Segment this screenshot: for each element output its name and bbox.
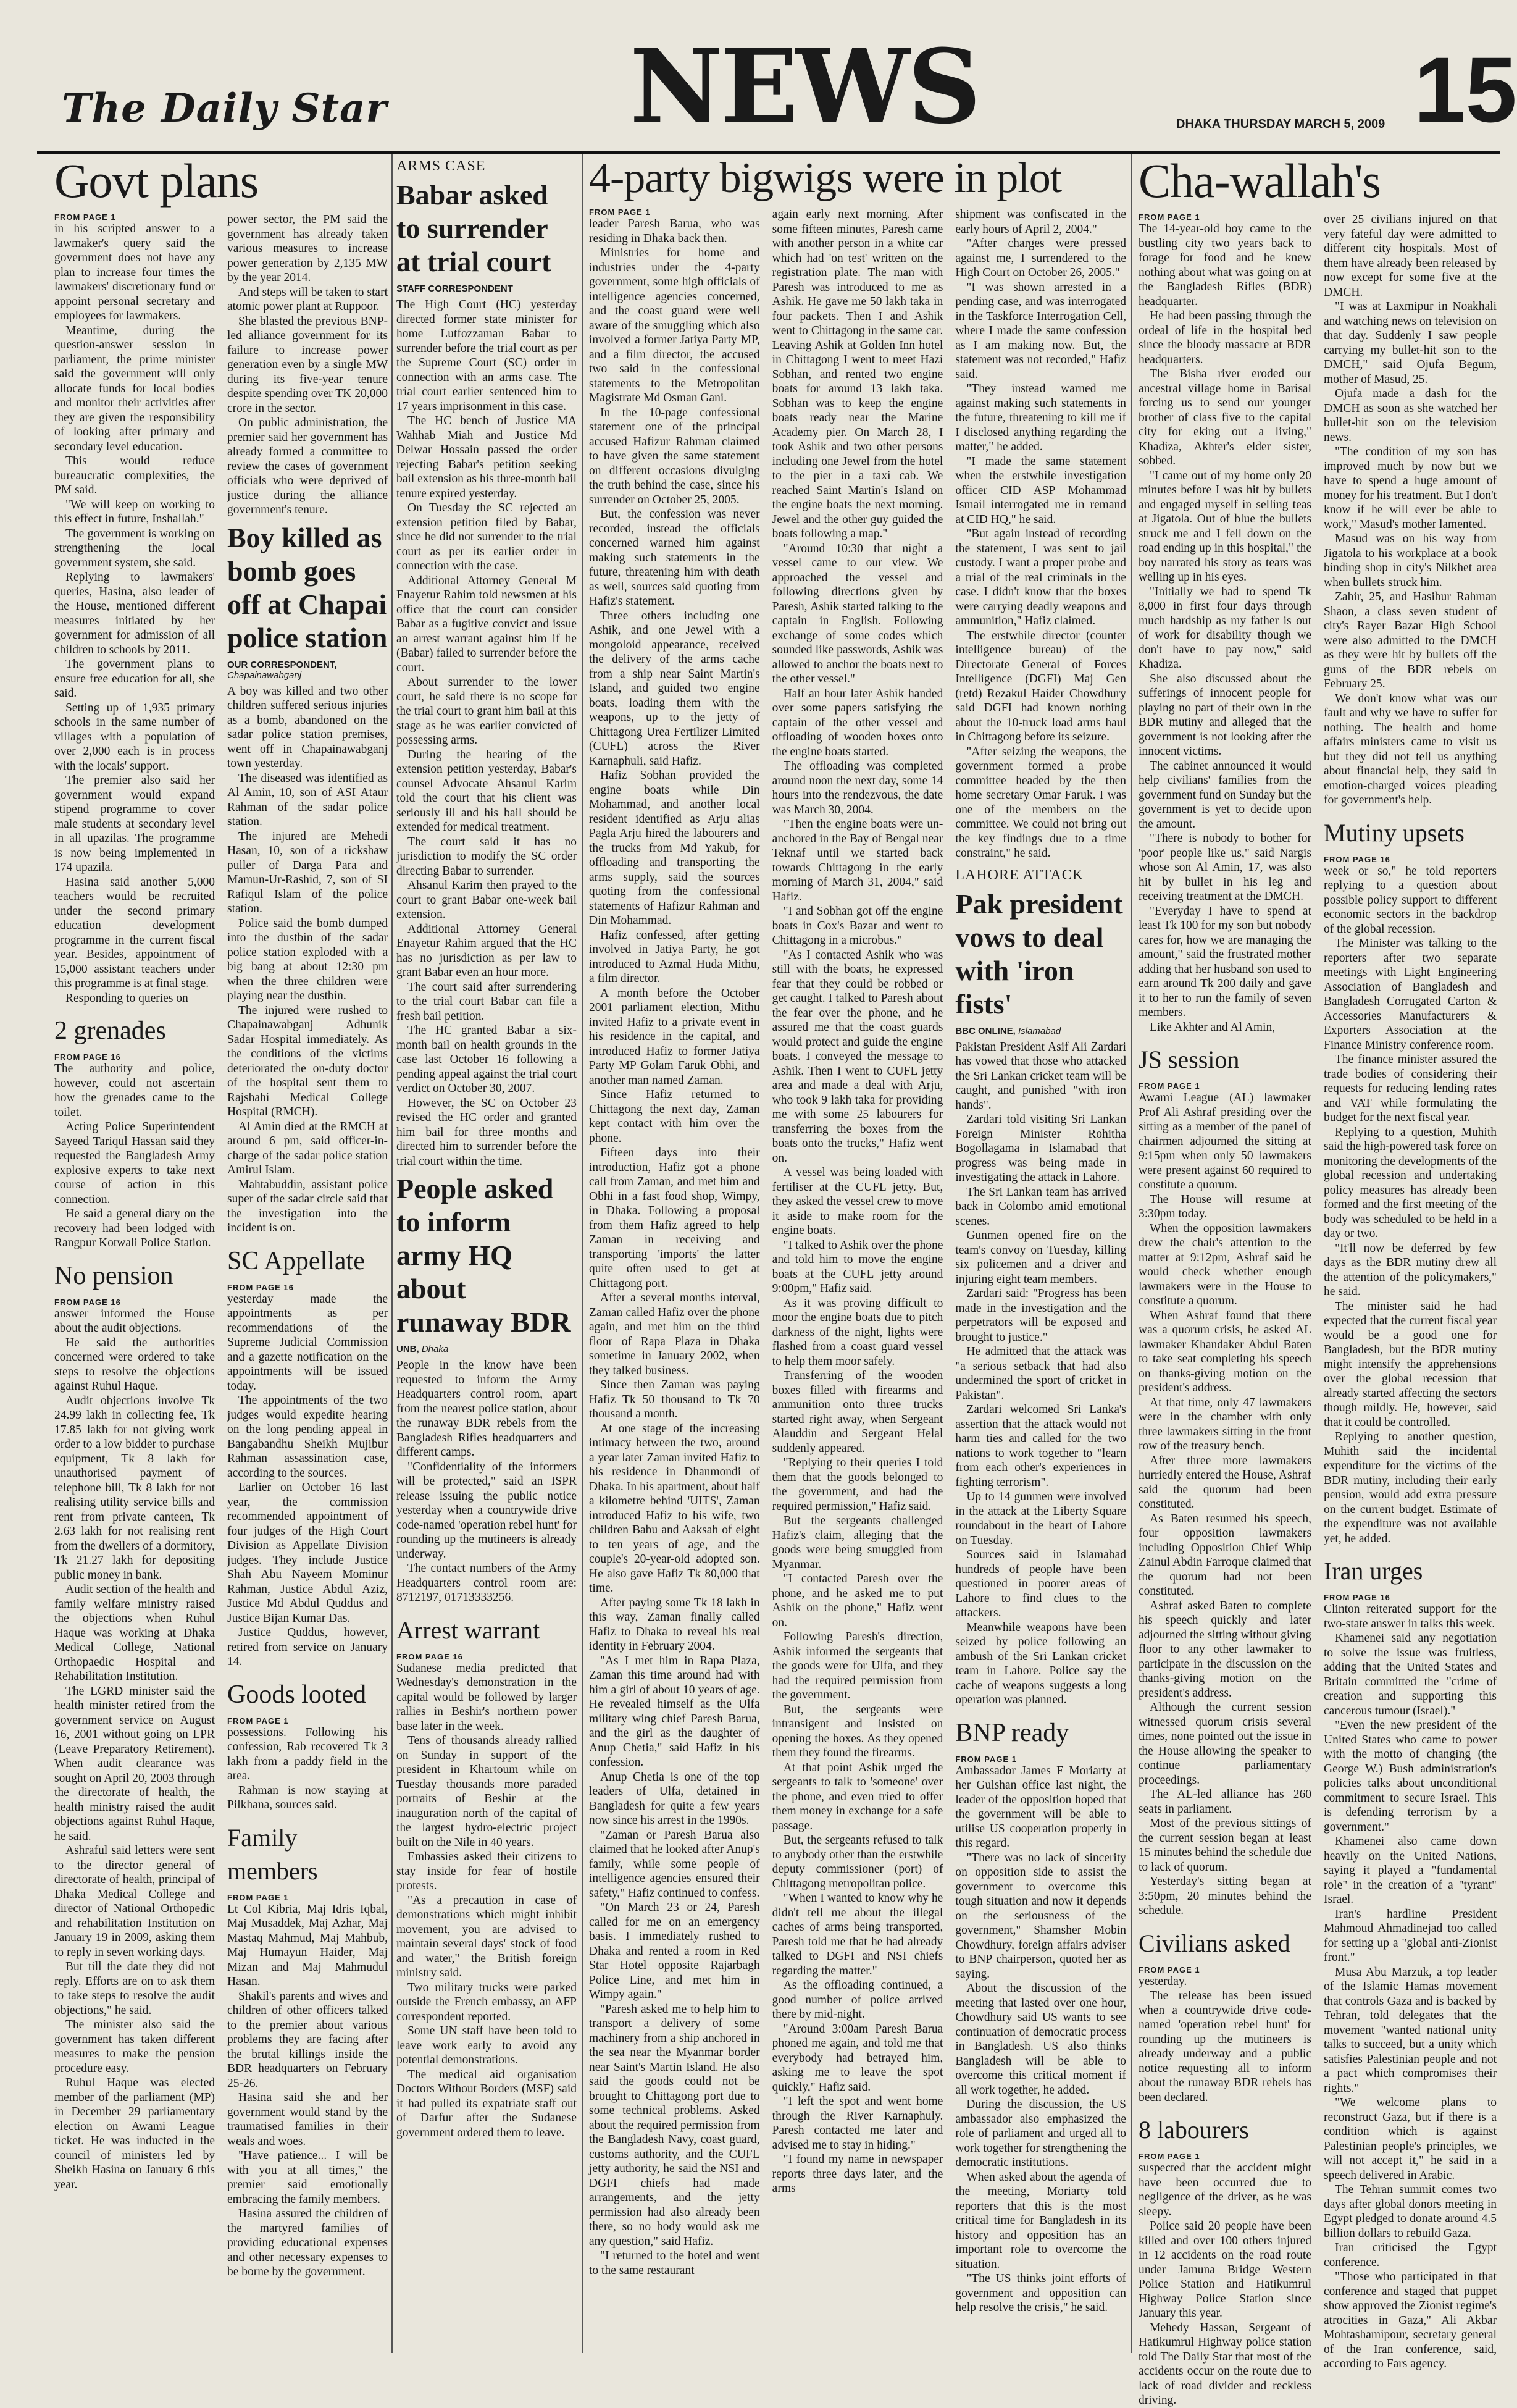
cha-wallah-col-b	[1324, 212, 1497, 2408]
article-body	[1139, 1091, 1311, 1918]
article-paragraph: And steps will be taken to start atomic power plant at Ruppoor.	[227, 285, 388, 313]
article-paragraph: Most of the previous sittings of the current session began at least 15 minutes behind the schedule due to lack of quorum.	[1139, 1817, 1311, 1874]
article-paragraph: "Have patience... I will be with you at all times," the premier said emotionally embracing the family members.	[227, 2149, 388, 2206]
article-paragraph: He said the authorities concerned were ordered to take steps to resolve the objections against Ruhul Haque.	[54, 1336, 215, 1393]
byline: UNB, Dhaka	[396, 1344, 449, 1354]
article-body	[54, 1062, 215, 1251]
article-paragraph: Zardari told visiting Sri Lankan Foreign Minister Rohitha Bogollagama in Islamabad that progress was being made in investigating the attack in Lahore.	[955, 1113, 1127, 1184]
article-paragraph: The contact numbers of the Army Headquarters control room are: 8712197, 01713333256.	[396, 1562, 577, 1604]
article-paragraph: Hasina assured the children of the martyred families of providing educational expenses and other necessary expenses to be borne by the government.	[227, 2207, 388, 2278]
article-paragraph: Ambassador James F Moriarty at her Gulshan office last night, the leader of the opposition hoped that the government will be able to utilise US cooperation properly in this regard.	[955, 1764, 1127, 1850]
article-paragraph: "I contacted Paresh over the phone, and he asked me to put Ashik on the phone," Hafiz went on.	[772, 1572, 943, 1629]
cha-wallah-article	[1139, 212, 1497, 2408]
article-paragraph: The erstwhile director (counter intelligence bureau) of the Directorate General of Forces Intelligence (DGFI) Maj Gen (retd) Rezakul Haider Chowdhury said DGFI had known nothing about the 10-truck load arms haul in Chittagong before its seizure.	[955, 629, 1127, 744]
article-paragraph: The 14-year-old boy came to the bustling city two years back to forage for food and he knew nothing about what was going on at the Bangladesh Rifles (BDR) headquarter.	[1139, 222, 1311, 308]
article-paragraph: The premier also said her government would expand stipend programme to cover male students at secondary level in all upazilas. The programme is now being implemented in 174 upazila.	[54, 774, 215, 874]
article-paragraph: The appointments of the two judges would expedite hearing on the long pending appeal in Bangabandhu Sheikh Mujibur Rahman assassination case, according to the sources.	[227, 1394, 388, 1480]
article-paragraph: "Even the new president of the United States who came to power with the motto of changing (the George W.) Bush administration's policies talks about unconditional commitment to secure Israel. This is defending terrorism by a government."	[1324, 1719, 1497, 1834]
article-body	[589, 217, 760, 2278]
article-paragraph: The government is working on strengthening the local government system, she said.	[54, 527, 215, 569]
article-paragraph: Replying to lawmakers' queries, Hasina, also leader of the House, mentioned different measures initiated by her government for admission of all children to schools by 2011.	[54, 571, 215, 657]
article-paragraph: Police said the bomb dumped into the dustbin of the sadar police station exploded with a big bang at about 12:30 pm when the three children were playing near the dustbin.	[227, 917, 388, 1002]
article-paragraph: About surrender to the lower court, he said there is no scope for the trial court to grant him bail at this stage as he was earlier convicted of possessing arms.	[396, 676, 577, 747]
article-paragraph: The injured are Mehedi Hasan, 10, son of a rickshaw puller of Darga Para and Mamun-Ur-Rashid, 7, son of SI Rafiqul Islam of the police station.	[227, 829, 388, 915]
from-page-label: FROM PAGE 16	[227, 1282, 294, 1292]
article-paragraph: shipment was confiscated in the early hours of April 2, 2004."	[955, 208, 1127, 236]
article-paragraph: Awami League (AL) lawmaker Prof Ali Ashraf presiding over the sitting as a member of the panel of chairmen adjourned the sitting at 9:15pm when only 50 lawmakers were present against 60 required to constitute a quorum.	[1139, 1091, 1311, 1191]
article-body	[227, 1726, 388, 1813]
from-page-label: FROM PAGE 16	[54, 1052, 121, 1062]
article-paragraph: The diseased was identified as Al Amin, 10, son of ASI Ataur Rahman of the sadar police station.	[227, 771, 388, 828]
article-paragraph: "After seizing the weapons, the government formed a probe committee headed by the then home secretary Omar Faruk. I was one of the members on the committee. We could not bring out the key findings due to a time constraint," he said.	[955, 745, 1127, 860]
article-paragraph: The court said it has no jurisdiction to modify the SC order directing Babar to surrender.	[396, 835, 577, 878]
byline: STAFF CORRESPONDENT	[396, 283, 513, 294]
article-paragraph: The government plans to ensure free education for all, she said.	[54, 658, 215, 700]
article-paragraph: Police said 20 people have been killed and over 100 others injured in 12 accidents on the road route under Jamuna Bridge Western Police Station and Hatikumrul Highway Police Station since January this year.	[1139, 2220, 1311, 2320]
article-body	[1139, 1974, 1311, 2105]
article-paragraph: Some UN staff have been told to leave work early to avoid any potential demonstrations.	[396, 2024, 577, 2066]
from-page-label: FROM PAGE 1	[1139, 1965, 1200, 1974]
article-paragraph: Embassies asked their citizens to stay inside for fear of hostile protests.	[396, 1850, 577, 1892]
column-rule	[582, 154, 583, 2353]
article-body	[54, 222, 215, 1005]
article-paragraph: Hafiz Sobhan provided the engine boats while Din Mohammad, and another local resident identified as Arju alias Pagla Arju hired the labourers and the trucks from Md Yakub, for offloading and transporting the arms supply, said the sources quoting from the confessional statements of Hafizur Rahman and Din Mohammad.	[589, 769, 760, 927]
byline: OUR CORRESPONDENT, Chapainawabganj	[227, 659, 337, 681]
govt-plans-article	[54, 212, 388, 2280]
article-paragraph: Additional Attorney General M Enayetur Rahim told newsmen at his office that the court can consider Babar as a fugitive convict and issue an arrest warrant against him if he (Babar) failed to surrender before the court.	[396, 574, 577, 674]
article-paragraph: Ojufa made a dash for the DMCH as soon as she watched her bullet-hit son on the television news.	[1324, 387, 1497, 444]
headline-family-members: Family members	[227, 1823, 318, 1885]
article-paragraph: Replying to a question, Muhith said the high-powered task force on monitoring the developments of the global recession and undertaking policy measures has already been formed and the first meeting of the body was scheduled to be held in a day or two.	[1324, 1125, 1497, 1240]
article-paragraph: yesterday made the appointments as per recommendations of the Supreme Judicial Commission and a gazette notification on the appointments will be issued today.	[227, 1292, 388, 1393]
article-paragraph: Gunmen opened fire on the team's convoy on Tuesday, killing six policemen and a driver and injuring eight team members.	[955, 1229, 1127, 1286]
article-paragraph: Ashraful said letters were sent to the director general of directorate of health, principal of Dhaka Medical College and director of National Orthopedic and rehabilitation Institution on January 19 in 2009, asking them to reply in seven working days.	[54, 1844, 215, 1959]
article-paragraph: Zahir, 25, and Hasibur Rahman Shaon, a class seven student of city's Rayer Bazar High School were also admitted to the DMCH as they were hit by bullets off the guns of the BDR rebels on February 25.	[1324, 590, 1497, 690]
article-paragraph: She blasted the previous BNP-led alliance government for its failure to increase power generation even by a single MW during its five-year tenure despite spending over TK 20,000 crore in the sector.	[227, 314, 388, 415]
from-page-label: FROM PAGE 1	[227, 1716, 289, 1726]
govt-plans-col-a	[54, 212, 215, 2280]
article-paragraph: Zardari welcomed Sri Lanka's assertion that the attack would not harm ties and called for the two nations to work together to "learn from each other's experiences in fighting terrorism".	[955, 1403, 1127, 1489]
headline-no-pension: No pension	[54, 1261, 173, 1290]
article-paragraph: The offloading was completed around noon the next day, some 14 hours into the rendezvous, the date was March 30, 2004.	[772, 760, 943, 816]
article-paragraph: The injured were rushed to Chapainawabganj Adhunik Sadar Hospital immediately. As the conditions of the victims deteriorated the on-duty doctor of the hospital sent them to Rajshahi Medical College Hospital (RMCH).	[227, 1004, 388, 1118]
article-paragraph: Three others including one Ashik, and one Jewel with a mongoloid appearance, received the delivery of the arms cache from a ship near Saint Martin's Island, and guided two engine boats, loading them with the weapons, up to the jetty of Chittagong Urea Fertilizer Limited (CUFL) across the River Karnaphuli, said Hafiz.	[589, 609, 760, 768]
govt-plans-col-b	[227, 212, 388, 2280]
from-page-label: FROM PAGE 16	[1324, 854, 1390, 864]
article-body	[227, 1902, 388, 2280]
bigwigs-col-b	[772, 208, 943, 2315]
article-paragraph: The finance minister assured the trade bodies of considering their requests for reducing lending rates and VAT while formulating the budget for the next fiscal year.	[1324, 1053, 1497, 1124]
from-page-label: FROM PAGE 1	[1139, 2152, 1200, 2161]
article-paragraph: In the 10-page confessional statement one of the principal accused Hafizur Rahman claimed to have given the same statement on different occasions divulging the truth behind the case, since his surrender on October 25, 2005.	[589, 406, 760, 506]
dateline: DHAKA THURSDAY MARCH 5, 2009	[1176, 117, 1385, 131]
article-paragraph: Fifteen days into their introduction, Hafiz got a phone call from Zaman, and met him and Obhi in a fast food shop, Wimpy, in Dhaka. Following a proposal from them Hafiz agreed to help Zaman in receiving and transporting 'imports' the latter quite often used to get at Chittagong port.	[589, 1146, 760, 1290]
article-body	[955, 1040, 1126, 1708]
article-paragraph: Acting Police Superintendent Sayeed Tariqul Hassan said they requested the Bangladesh Army explosive experts to take next course of action in this connection.	[54, 1120, 215, 1206]
article-paragraph: The House will resume at 3:30pm today.	[1139, 1193, 1311, 1220]
from-page-label: FROM PAGE 1	[1139, 212, 1200, 222]
headline-sc-appellate: SC Appellate	[227, 1246, 365, 1275]
headline-8-labourers: 8 labourers	[1139, 2116, 1249, 2144]
article-body	[227, 684, 388, 1236]
article-paragraph: Although the current session witnessed quorum crisis several times, none pointed out the issue in the House allowing the speaker to continue parliamentary proceedings.	[1139, 1701, 1311, 1787]
article-body	[1139, 2161, 1311, 2408]
article-body	[1324, 212, 1497, 808]
article-paragraph: People in the know have been requested to inform the Army Headquarters control room, apart from the nearest police station, about the runaway BDR rebels from the Bangladesh Rifles headquarters and different camps.	[396, 1359, 577, 1459]
article-paragraph: Meantime, during the question-answer session in parliament, the prime minister said the government will only allocate funds for local bodies and monitor their activities after they are given the responsibility of looking after primary and secondary level education.	[54, 324, 215, 453]
article-paragraph: The HC granted Babar a six-month bail on health grounds in the case last October 16 following a pending appeal against the trial court verdict on October 30, 2007.	[396, 1024, 577, 1095]
from-page-label: FROM PAGE 1	[227, 1892, 289, 1902]
article-paragraph: Two military trucks were parked outside the French embassy, an AFP correspondent reported.	[396, 1981, 577, 2023]
headline-civilians-asked: Civilians asked	[1139, 1929, 1290, 1957]
headline-mutiny-upsets: Mutiny upsets	[1324, 818, 1465, 847]
article-paragraph: again early next morning. After some fifteen minutes, Paresh came with another person in a white car which had 'on test' written on the registration plate. The man with Paresh was introduced to me as Ashik. He gave me 50 lakh taka in four packets. Then I and Ashik went to Chittagong in the same car. Leaving Ashik at Golden Inn hotel in Chittagong I went to meet Hazi Sobhan, and rented two engine boats for around 13 lakh taka. Sobhan was to keep the engine boats ready near the Marine Academy pier. On March 28, I took Ashik and two other persons including one Jewel from the hotel to the pier in a taxi cab. We reached Saint Martin's Island on the engine boats the next morning. Jewel and the other guy guided the boats following a map."	[772, 208, 943, 540]
article-paragraph: Hasina said she and her government would stand by the traumatised families in their weals and woes.	[227, 2091, 388, 2148]
article-paragraph: He had been passing through the ordeal of life in the hospital bed since the bloody massacre at BDR headquarters.	[1139, 309, 1311, 366]
article-paragraph: As it was proving difficult to moor the engine boats due to pitch darkness of the night, lights were flashed from a coast guard vessel to help them moor safely.	[772, 1296, 943, 1368]
article-paragraph: Since then Zaman was paying Hafiz Tk 50 thousand to Tk 70 thousand a month.	[589, 1378, 760, 1420]
article-paragraph: "On March 23 or 24, Paresh called for me on an emergency basis. I immediately rushed to Dhaka and rented a room in Red Star Hotel opposite Rajarbagh Police Line, and met him in Wimpy again."	[589, 1901, 760, 2001]
headline-chapai-bomb: Boy killed as bomb goes off at Chapai police station	[227, 521, 388, 653]
article-paragraph: Additional Attorney General Enayetur Rahim argued that the HC has no jurisdiction as per law to grant Babar even an hour more.	[396, 922, 577, 979]
article-paragraph: The authority and police, however, could not ascertain how the grenades came to the toilet.	[54, 1062, 215, 1119]
article-paragraph: suspected that the accident might have been occurred due to negligence of the driver, as he was sleepy.	[1139, 2162, 1311, 2218]
article-paragraph: Meanwhile weapons have been seized by police following an ambush of the Sri Lankan cricket team in Lahore. Police say the cache of weapons suggests a long operation was planned.	[955, 1621, 1127, 1706]
article-paragraph: After paying some Tk 18 lakh in this way, Zaman finally called Hafiz to Dhaka to reveal his real identity in February 2004.	[589, 1596, 760, 1653]
article-paragraph: A month before the October 2001 parliament election, Mithu invited Hafiz to a private event in his residence in the capital, and introduced Hafiz to former Jatiya Party MP Golam Faruk Obhi, and another man named Zaman.	[589, 986, 760, 1087]
article-paragraph: "There was no lack of sincerity on opposition side to assist the government to overcome this tough situation and now it depends on the seriousness of the government," Shamsher Mobin Chowdhury, foreign affairs adviser to BNP chairperson, quoted her as saying.	[955, 1851, 1127, 1981]
kicker-lahore-attack: LAHORE ATTACK	[955, 866, 1084, 883]
article-paragraph: After a several months interval, Zaman called Hafiz over the phone again, and met him on the third floor of Rapa Plaza in Dhaka sometime in January 2002, when they talked business.	[589, 1291, 760, 1377]
article-paragraph: "Confidentiality of the informers will be protected," said an ISPR release issuing the public notice yesterday when a countrywide drive code-named 'operation rebel hunt' for rounding up the mutineers is already underway.	[396, 1460, 577, 1561]
article-paragraph: During the discussion, the US ambassador also emphasized the role of parliament and urged all to work together for strengthening the democratic institutions.	[955, 2098, 1127, 2169]
article-paragraph: When asked about the agenda of the meeting, Moriarty told reporters that this is the most critical time for Bangladesh in its history and opposition has an important role to overcome the situation.	[955, 2170, 1127, 2271]
article-paragraph: After three more lawmakers hurriedly entered the House, Ashraf said the quorum had been constituted.	[1139, 1454, 1311, 1511]
article-paragraph: "But again instead of recording the statement, I was sent to jail custody. I want a proper probe and a trial of the real criminals in the case. I didn't know that the boxes were carrying deadly weapons and ammunition," Hafiz claimed.	[955, 527, 1127, 627]
article-paragraph: in his scripted answer to a lawmaker's query said the government does not have any plan to increase four times the lawmakers' discretionary fund or appoint personal secretary and employees for lawmakers.	[54, 222, 215, 322]
article-body	[1324, 1602, 1497, 2372]
column-bigwigs	[589, 154, 1126, 2362]
article-paragraph: Transferring of the wooden boxes filled with firearms and ammunition onto three trucks started right away, when Sergeant Alauddin and Sergeant Helal suddenly appeared.	[772, 1369, 943, 1455]
headline-cha-wallah: Cha-wallah's	[1139, 154, 1381, 208]
article-paragraph: However, the SC on October 23 revised the HC order and granted him bail for three months and directed him to surrender before the trial court within the time.	[396, 1096, 577, 1168]
article-body	[54, 1307, 215, 2192]
bigwigs-col-a	[589, 208, 760, 2315]
article-paragraph: "I was at Laxmipur in Noakhali and watching news on television on that day. Suddenly I saw people carrying my bullet-hit son to the DMCH," said Ojufa Begum, mother of Masud, 25.	[1324, 300, 1497, 386]
article-paragraph: When Ashraf found that there was a quorum crisis, he asked AL lawmaker Khandaker Abdul Baten to take seat completing his speech on thanks-giving motion on the president's address.	[1139, 1309, 1311, 1395]
kicker-arms-case: ARMS CASE	[396, 158, 486, 174]
article-paragraph: Ashraf asked Baten to complete his speech quickly and later adjourned the sitting without giving floor to any other lawmaker to participate in the discussion on the thanks-giving motion on the president's address.	[1139, 1599, 1311, 1700]
article-paragraph: The Minister was talking to the reporters after two separate meetings with Light Engineering Association of Bangladesh and Bangladesh Corrugated Carton & Accessories Manufacturers & Exporters Association at the Finance Ministry conference room.	[1324, 937, 1497, 1052]
article-paragraph: The release has been issued when a countrywide drive code-named 'operation rebel hunt' for rounding up the mutineers is already underway and a public notice requesting all to inform about the runaway BDR rebels has been declared.	[1139, 1989, 1311, 2104]
article-paragraph: Following Paresh's direction, Ashik informed the sergeants that the goods were for Ulfa, and they had the required permission from the government.	[772, 1630, 943, 1701]
article-paragraph: The AL-led alliance has 260 seats in parliament.	[1139, 1788, 1311, 1816]
article-paragraph: As the offloading continued, a good number of police arrived there by mid-night.	[772, 1979, 943, 2021]
article-paragraph: Ruhul Haque was elected member of the parliament (MP) in December 29 parliamentary election on Awami League ticket. He was inducted in the council of ministers led by Sheikh Hasina on January 6 this year.	[54, 2076, 215, 2191]
article-paragraph: "Around 10:30 that night a vessel came to our view. We approached the vessel and following directions given by Paresh, Ashik started talking to the captain in English. Following exchange of some codes which sounded like passwords, Ashik was allowed to anchor the boats next to the other vessel."	[772, 542, 943, 686]
article-paragraph: A vessel was being loaded with fertiliser at the CUFL jetty. But, they asked the vessel crew to move it aside to make room for the engine boats.	[772, 1166, 943, 1237]
article-paragraph: The minister also said the government has taken different measures to make the pension procedure easy.	[54, 2018, 215, 2075]
article-paragraph: Up to 14 gunmen were involved in the attack at the Liberty Square roundabout in the heart of Lahore on Tuesday.	[955, 1490, 1127, 1547]
from-page-label: FROM PAGE 1	[54, 212, 116, 222]
article-paragraph: "After charges were pressed against me, I surrendered to the High Court on October 26, 2005."	[955, 237, 1127, 279]
article-paragraph: About the discussion of the meeting that lasted over one hour, Chowdhury said US wants to see continuation of democratic process in Bangladesh. US also thinks Bangladesh will be able to overcome this critical moment if all work together, he added.	[955, 1982, 1127, 2097]
page-number: 15	[1414, 38, 1517, 141]
article-paragraph: "It'll now be deferred by few days as the BDR mutiny drew all the attention of the policymakers," he said.	[1324, 1241, 1497, 1298]
article-paragraph: "I left the spot and went home through the River Karnaphuly. Paresh contacted me later and advised me to stay in hiding."	[772, 2095, 943, 2152]
article-paragraph: answer informed the House about the audit objections.	[54, 1307, 215, 1335]
article-paragraph: A boy was killed and two other children suffered serious injuries as a bomb, abandoned on the sadar police station premises, went off in Chapainawabganj town yesterday.	[227, 684, 388, 770]
article-body	[396, 298, 577, 1168]
article-paragraph: Shakil's parents and wives and children of other officers talked to the premier about various problems they are facing after the brutal killings inside the BDR headquarters on February 25-26.	[227, 1989, 388, 2090]
article-paragraph: Setting up of 1,935 primary schools in the same number of villages with a population of over 2,000 each is in process with the locals' support.	[54, 701, 215, 773]
article-body	[396, 1661, 577, 2141]
column-arms-case	[396, 154, 577, 2362]
article-paragraph: Earlier on October 16 last year, the commission recommended appointment of four judges of the High Court Division as Appellate Division judges. They include Justice Shah Abu Nayeem Mominur Rahman, Justice Abdul Aziz, Justice Md Abdul Quddus and Justice Bijan Kumar Das.	[227, 1481, 388, 1625]
article-body	[955, 1764, 1126, 2315]
article-paragraph: "Replying to their queries I told them that the goods belonged to the government, and had the required permission," Hafiz said.	[772, 1456, 943, 1513]
headline-bigwigs: 4-party bigwigs were in plot	[589, 154, 1062, 202]
article-body	[1324, 864, 1497, 1546]
article-paragraph: Lt Col Kibria, Maj Idris Iqbal, Maj Musaddek, Maj Azhar, Maj Mastaq Mahmud, Maj Mahbub, Maj Humayun Haider, Maj Mizan and Maj Mahmudul Hasan.	[227, 1902, 388, 1988]
section-title: NEWS	[630, 27, 979, 146]
article-paragraph: possessions. Following his confession, Rab recovered Tk 3 lakh from a paddy field in the area.	[227, 1726, 388, 1782]
from-page-label: FROM PAGE 1	[955, 1754, 1017, 1764]
headline-bnp-ready: BNP ready	[955, 1718, 1069, 1747]
article-paragraph: "I returned to the hotel and went to the same restaurant	[589, 2249, 760, 2277]
article-paragraph: The Sri Lankan team has arrived back in Colombo amid emotional scenes.	[955, 1185, 1127, 1228]
column-govt-plans	[54, 154, 388, 2362]
article-paragraph: "We will keep on working to this effect in future, Inshallah."	[54, 498, 215, 526]
article-paragraph: The HC bench of Justice MA Wahhab Miah and Justice Md Delwar Hossain passed the order rejecting Babar's petition seeking bail extension as his three-month bail tenure expired yesterday.	[396, 414, 577, 500]
article-paragraph: "Around 3:00am Paresh Barua phoned me again, and told me that everybody had betrayed him, asking me to leave the spot quickly," Hafiz said.	[772, 2022, 943, 2094]
article-paragraph: At one stage of the increasing intimacy between the two, around a year later Zaman invited Hafiz to his residence in Dhanmondi of Dhaka. In his apartment, about half a kilometre behind 'UITS', Zaman introduced Hafiz to his wife, two children Babu and Aaksah of eight to ten years of age, and the couple's 20-year-old adopted son. He also gave Hafiz Tk 80,000 that time.	[589, 1422, 760, 1595]
article-paragraph: The medical aid organisation Doctors Without Borders (MSF) said it had pulled its expatriate staff out of Darfur after the Sudanese government ordered them to leave.	[396, 2068, 577, 2139]
article-paragraph: "Zaman or Paresh Barua also claimed that he looked after Anup's family, while some people of intelligence agencies ensured their safety," Hafiz continued to confess.	[589, 1828, 760, 1900]
article-paragraph: Iran's hardline President Mahmoud Ahmadinejad too called for setting up a "global anti-Zionist front."	[1324, 1907, 1497, 1964]
article-paragraph: But, the confession was never recorded, instead the officials concerned warned him against making such statements in the future, threatening him with death as well, sources said quoting from Hafiz's statement.	[589, 508, 760, 608]
article-paragraph: Responding to queries on	[65, 991, 188, 1005]
article-paragraph: "I made the same statement when the erstwhile investigation officer CID ASP Mohammad Ismail interrogated me in remand at CID HQ," he said.	[955, 455, 1127, 526]
article-paragraph: yesterday.	[1139, 1974, 1187, 1988]
article-paragraph: Musa Abu Marzuk, a top leader of the Islamic Hamas movement that controls Gaza and is backed by Tehran, told delegates that the movement "wanted national unity talks to succeed, but a unity which satisfies Palestinian people and not a pact which compromises their rights."	[1324, 1965, 1497, 2095]
article-paragraph: "The US thinks joint efforts of government and opposition can help resolve the crisis," he said.	[955, 2272, 1127, 2314]
headline-iran-urges: Iran urges	[1324, 1557, 1423, 1585]
article-paragraph: "Then the engine boats were un-anchored in the Bay of Bengal near Teknaf until we started back towards Chittagong in the early morning of March 31, 2004," said Hafiz.	[772, 818, 943, 904]
article-paragraph: power sector, the PM said the government has already taken various measures to increase power generation by 2,135 MW by the year 2014.	[227, 213, 388, 284]
headline-js-session: JS session	[1139, 1046, 1240, 1073]
article-paragraph: "The condition of my son has improved much by now but we have to spend a huge amount of money for his treatment. But I don't know if he will ever be able to work," Masud's mother lamented.	[1324, 445, 1497, 531]
article-paragraph: "Everyday I have to spend at least Tk 100 for my son but nobody cares for, how we are managing the amount," said the frustrated mother adding that her husband son used to earn around Tk 200 daily and gave it to her to run the family of seven members.	[1139, 904, 1311, 1019]
article-paragraph: Masud was on his way from Jigatola to his workplace at a book binding shop in city's Nilkhet area when bullets struck him.	[1324, 532, 1497, 589]
headline-runaway-bdr: People asked to inform army HQ about runaway BDR	[396, 1173, 571, 1338]
article-paragraph: Since Hafiz returned to Chittagong the next day, Zaman kept contact with him over the phone.	[589, 1088, 760, 1145]
article-paragraph: Half an hour later Ashik handed over some papers satisfying the captain of the other vessel and offloading of wooden boxes onto the engine boats started.	[772, 687, 943, 758]
article-paragraph: "I found my name in newspaper reports three days later, and the arms	[772, 2153, 943, 2195]
article-paragraph: Sources said in Islamabad hundreds of people have been questioned in poorer areas of Lahore to find clues to the attackers.	[955, 1548, 1127, 1619]
article-paragraph: Justice Quddus, however, retired from service on January 14.	[227, 1626, 388, 1668]
article-paragraph: Ahsanul Karim then prayed to the court to grant Babar one-week bail extension.	[396, 879, 577, 921]
article-paragraph: We don't know what was our fault and why we have to suffer for nothing. The health and home affairs ministers came to visit us but they did not tell us anything about financial help, they said in emotion-charged voices pleading for government's help.	[1324, 692, 1497, 807]
article-paragraph: Iran criticised the Egypt conference.	[1324, 2241, 1497, 2269]
from-page-label: FROM PAGE 16	[1324, 1593, 1390, 1602]
article-paragraph: When the opposition lawmakers drew the chair's attention to the matter at 9:12pm, Ashraf said he would check whether enough lawmakers were in the House to constitute a quorum.	[1139, 1222, 1311, 1307]
article-paragraph: This would reduce bureaucratic complexities, the PM said.	[54, 455, 215, 497]
article-paragraph: "I talked to Ashik over the phone and told him to move the engine boats at the CUFL jetty around 9:00pm," Hafiz said.	[772, 1238, 943, 1295]
headline-arrest-warrant: Arrest warrant	[396, 1616, 540, 1644]
article-paragraph: Replying to another question, Muhith said the incidental expenditure for the victims of the BDR mutiny, including their early pension, would add extra pressure on the current budget. Estimate of the expenditure was not available yet, he added.	[1324, 1430, 1497, 1545]
bigwigs-col-c	[955, 208, 1126, 2315]
byline: BBC ONLINE, Islamabad	[955, 1025, 1061, 1036]
article-paragraph: The court said after surrendering to the trial court Babar can file a fresh bail petition.	[396, 980, 577, 1023]
article-paragraph: The LGRD minister said the health minister retired from the government service on August 16, 2001 without going on LPR (Leave Preparatory Retirement). When audit clearance was sought on April 20, 2003 through the directorate of health, the health ministry raised the audit objections against Ruhul Haque, he said.	[54, 1684, 215, 1843]
article-body	[227, 1292, 388, 1669]
article-paragraph: But the sergeants challenged Hafiz's claim, alleging that the goods were being smuggled from Myanmar.	[772, 1514, 943, 1571]
article-paragraph: Zardari said: "Progress has been made in the investigation and the perpetrators will be exposed and brought to justice."	[955, 1287, 1127, 1344]
from-page-label: FROM PAGE 1	[1139, 1081, 1200, 1091]
article-paragraph: Khamenei also came down heavily on the United Nations, saying it played a "fundamental role" in the creation of a "tyrant" Israel.	[1324, 1835, 1497, 1906]
headline-2-grenades: 2 grenades	[54, 1017, 166, 1045]
article-paragraph: "I was shown arrested in a pending case, and was interrogated in the Taskforce Interrogation Cell, where I made the same confession as I am making now. But, the statement was not recorded," Hafiz said.	[955, 280, 1127, 381]
article-body	[1139, 222, 1311, 1034]
article-paragraph: The Bisha river eroded our ancestral village home in Barisal forcing us to send our younger brother of class five to the capital city for eking out a living," Khadiza, Akhter's elder sister, sobbed.	[1139, 367, 1311, 468]
article-paragraph: Al Amin died at the RMCH at around 6 pm, said officer-in-charge of the sadar police station Amirul Islam.	[227, 1120, 388, 1177]
article-paragraph: But, the sergeants were intransigent and insisted on opening the boxes. As they opened them they found the firearms.	[772, 1703, 943, 1760]
article-paragraph: The Tehran summit comes two days after global donors meeting in Egypt pledged to donate around 4.5 billion dollars to rebuild Gaza.	[1324, 2183, 1497, 2240]
article-paragraph: "I came out of my home only 20 minutes before I was hit by bullets and engaged myself in selling teas at Jigatola. Out of blue the bullets struck me and I fell down on the road ending up in this hospital," the boy narrated his story as tears was welling up in his eyes.	[1139, 469, 1311, 584]
article-paragraph: At that time, only 47 lawmakers were in the chamber with only three lawmakers sitting in the front row of the treasury bench.	[1139, 1396, 1311, 1453]
headline-goods-looted: Goods looted	[227, 1680, 367, 1709]
cha-wallah-col-a	[1139, 212, 1311, 2408]
article-paragraph: Mahtabuddin, assistant police super of the sadar circle said that the investigation into the incident is on.	[227, 1178, 388, 1235]
from-page-label: FROM PAGE 16	[396, 1651, 463, 1661]
article-paragraph: The minister said he had expected that the current fiscal year would be a good one for Bangladesh, but the BDR mutiny might intensify the apprehensions over the global recession that already started affecting the sectors though mildly. He, however, said that it could be controlled.	[1324, 1299, 1497, 1429]
newspaper-logo: The Daily Star	[62, 85, 388, 132]
article-paragraph: Mehedy Hassan, Sergeant of Hatikumrul Highway police station told The Daily Star that most of the accidents occur on the route due to lack of road divider and reckless driving.	[1139, 2321, 1311, 2407]
article-paragraph: Yesterday's sitting began at 3:50pm, 20 minutes behind the schedule.	[1139, 1875, 1311, 1917]
headline-govt-plans: Govt plans	[54, 154, 259, 208]
article-body	[396, 1358, 577, 1605]
article-paragraph: "There is nobody to bother for 'poor' people like us," said Nargis whose son Al Amin, 17, was also hit by bullet in his leg and receiving treatment at the DMCH.	[1139, 832, 1311, 903]
article-paragraph: Clinton reiterated support for the two-state answer in talks this week.	[1324, 1603, 1497, 1630]
article-paragraph: Anup Chetia is one of the top leaders of Ulfa, detained in Bangladesh for quite a few years now since his arrest in the 1990s.	[589, 1770, 760, 1827]
article-paragraph: "As a precaution in case of demonstrations which might inhibit movement, you are advised to maintain several days' stock of food and water," the British foreign ministry said.	[396, 1894, 577, 1979]
article-paragraph: On Tuesday the SC rejected an extension petition filed by Babar, since he did not surrender to the trial court as per its earlier order in connection with the case.	[396, 501, 577, 573]
article-body	[227, 212, 388, 518]
article-paragraph: During the hearing of the extension petition yesterday, Babar's counsel Advocate Ahsanul Karim told the court that his client was seriously ill and his bail should be extended for medical treatment.	[396, 748, 577, 834]
article-body	[955, 208, 1126, 861]
article-paragraph: "When I wanted to know why he didn't tell me about the illegal caches of arms being transported, Paresh told me that he had already talked to DGFI and NSI chiefs regarding the matter."	[772, 1892, 943, 1978]
article-paragraph: Hasina said another 5,000 teachers would be recruited under the second primary education development programme in the current fiscal year. Besides, appointment of 15,000 assistant teachers under this programme is at final stage.	[54, 875, 215, 990]
column-rule	[391, 154, 393, 2353]
article-paragraph: Audit objections involve Tk 24.99 lakh in collecting fee, Tk 17.85 lakh for not giving work order to a low bidder to purchase equipment, Tk 8 lakh for unauthorised payment of telephone bill, Tk 8 lakh for not realising utility service bills and rent from private canteen, Tk 2.63 lakh for not realising rent from the dwellers of a dormitory, Tk 21.27 lakh for depositing public money in bank.	[54, 1394, 215, 1582]
article-paragraph: Pakistan President Asif Ali Zardari has vowed that those who attacked the Sri Lankan cricket team will be caught, and punished "with iron hands".	[955, 1040, 1127, 1112]
article-paragraph: On public administration, the premier said her government has already formed a committee to review the cases of government officials who were deprived of justice during the alliance government's tenure.	[227, 416, 388, 516]
article-paragraph: "We welcome plans to reconstruct Gaza, but if there is a condition which is against Palestinian people's principles, we will not accept it," he said in a speech delivered in Arabic.	[1324, 2096, 1497, 2182]
headline-pak-president: Pak president vows to deal with 'iron fists'	[955, 887, 1123, 1020]
from-page-label: FROM PAGE 1	[589, 208, 651, 217]
article-body	[772, 208, 943, 2196]
article-paragraph: She also discussed about the sufferings of innocent people for playing no part of their own in the BDR mutiny and alleged that the government is not looking after the innocent victims.	[1139, 672, 1311, 758]
article-paragraph: But, the sergeants refused to talk to anybody other than the erstwhile deputy commissioner (port) of Chittagong metropolitan police.	[772, 1834, 943, 1890]
article-paragraph: "They instead warned me against making such statements in the future, threatening to kill me if I disclosed anything regarding the matter," he added.	[955, 382, 1127, 453]
masthead	[37, 25, 1517, 154]
article-paragraph: "Those who participated in that conference and staged that puppet show approved the Zionist regime's atrocities in Gaza," Ali Akbar Mohtashamipour, secretary general of the Iran conference, said, according to Fars agency.	[1324, 2270, 1497, 2370]
article-paragraph: He admitted that the attack was "a serious setback that had also undermined the sport of cricket in Pakistan".	[955, 1345, 1127, 1402]
article-paragraph: week or so," he told reporters replying to a question about possible policy support to different economic sectors in the backdrop of the global recession.	[1324, 864, 1497, 936]
article-paragraph: The cabinet announced it would help civilians' families from the government fund on Sunday but the government is yet to decide upon the amount.	[1139, 759, 1311, 831]
article-paragraph: Tens of thousands already rallied on Sunday in support of the president in Khartoum while on Tuesday thousands more paraded portraits of Beshir at the inauguration north of the capital of the largest hydro-electric project built on the Nile in 40 years.	[396, 1734, 577, 1849]
from-page-label: FROM PAGE 16	[54, 1297, 121, 1307]
headline-babar-surrender: Babar asked to surrender at trial court	[396, 179, 551, 277]
article-paragraph: Hafiz confessed, after getting involved in Jatiya Party, he got introduced to Azmal Huda Mithu, a film director.	[589, 928, 760, 985]
article-paragraph: Rahman is now staying at Pilkhana, sources said.	[227, 1784, 388, 1811]
article-paragraph: leader Paresh Barua, who was residing in Dhaka back then.	[589, 217, 760, 245]
article-paragraph: Sudanese media predicted that Wednesday's demonstration in the capital would be followed by larger rallies in Beshir's northern power base later in the week.	[396, 1661, 577, 1733]
article-paragraph: Ministries for home and industries under the 4-party government, some high officials of intelligence agencies concerned, and the coast guard were well aware of the smuggling which also involved a former Jatiya Party MP, and a film director, the accused two said in the confessional statements to the Metropolitan Magistrate Md Osman Gani.	[589, 246, 760, 405]
article-paragraph: "As I met him in Rapa Plaza, Zaman this time around had with him a girl of about 10 years of age. He revealed himself as the Ulfa military wing chief Paresh Barua, and the girl as the daughter of Anup Chetia," said Hafiz in his confession.	[589, 1654, 760, 1769]
article-paragraph: "Initially we had to spend Tk 8,000 in first four days through much hardship as my father is out of work for disability though we don't have to pay now," said Khadiza.	[1139, 585, 1311, 671]
article-paragraph: As Baten resumed his speech, four opposition lawmakers including Opposition Chief Whip Zainul Abdin Farroque claimed that the quorum had not been constituted.	[1139, 1512, 1311, 1598]
article-paragraph: He said a general diary on the recovery had been lodged with Rangpur Kotwali Police Station.	[54, 1207, 215, 1249]
column-cha-wallah	[1139, 154, 1497, 2407]
column-rule	[1131, 154, 1132, 2353]
article-paragraph: The High Court (HC) yesterday directed former state minister for home Lutfozzaman Babar to surrender before the trial court as per the Supreme Court (SC) order in connection with an arms case. The trial court earlier sentenced him to 17 years imprisonment in this case.	[396, 298, 577, 413]
article-paragraph: Khamenei said any negotiation to solve the issue was fruitless, adding that the United States and Britain committed the "crime of creation and supporting this cancerous tumour (Israel)."	[1324, 1632, 1497, 1718]
article-paragraph: At that point Ashik urged the sergeants to talk to 'someone' over the phone, and even tried to offer them money in exchange for a safe passage.	[772, 1761, 943, 1832]
article-paragraph: over 25 civilians injured on that very fateful day were admitted to different city hospitals. Most of them have already been released by now except for some five at the DMCH.	[1324, 213, 1497, 299]
article-paragraph: "As I contacted Ashik who was still with the boats, he expressed fear that they could be robbed or get caught. I talked to Paresh about the fear over the phone, and he assured me that the coast guards would protect and guide the engine boats. I conveyed the message to Ashik. Then I went to CUFL jetty area and made a deal with Arju, who took 9 lakh taka for providing me with some 25 labourers for transferring the boxes from the boats onto the trucks," Hafiz went on.	[772, 948, 943, 1165]
article-paragraph: But till the date they did not reply. Efforts are on to ask them to take steps to resolve the audit objections," he said.	[54, 1960, 215, 2017]
article-paragraph: "Paresh asked me to help him to transport a delivery of some machinery from a ship anchored in the sea near the Myanmar border near Saint's Martin Island. He also said the goods could not be brought to Chittagong port due to some technical problems. Asked about the required permission from the Bangladesh Navy, coast guard, customs authority, and the CUFL jetty authority, he said the NSI and DGFI chiefs had made arrangements, and the jetty permission had also already been there, so no body would ask me any question," said Hafiz.	[589, 2002, 760, 2248]
article-paragraph: Like Akhter and Al Amin,	[1150, 1020, 1276, 1034]
article-paragraph: Audit section of the health and family welfare ministry raised the objections when Ruhul Haque was working at Dhaka Medical College, National Orthopaedic Hospital and Rehabilitation Institution.	[54, 1583, 215, 1683]
article-paragraph: "I and Sobhan got off the engine boats in Cox's Bazar and went to Chittagong in a microbus."	[772, 905, 943, 947]
bigwigs-article	[589, 208, 1126, 2315]
